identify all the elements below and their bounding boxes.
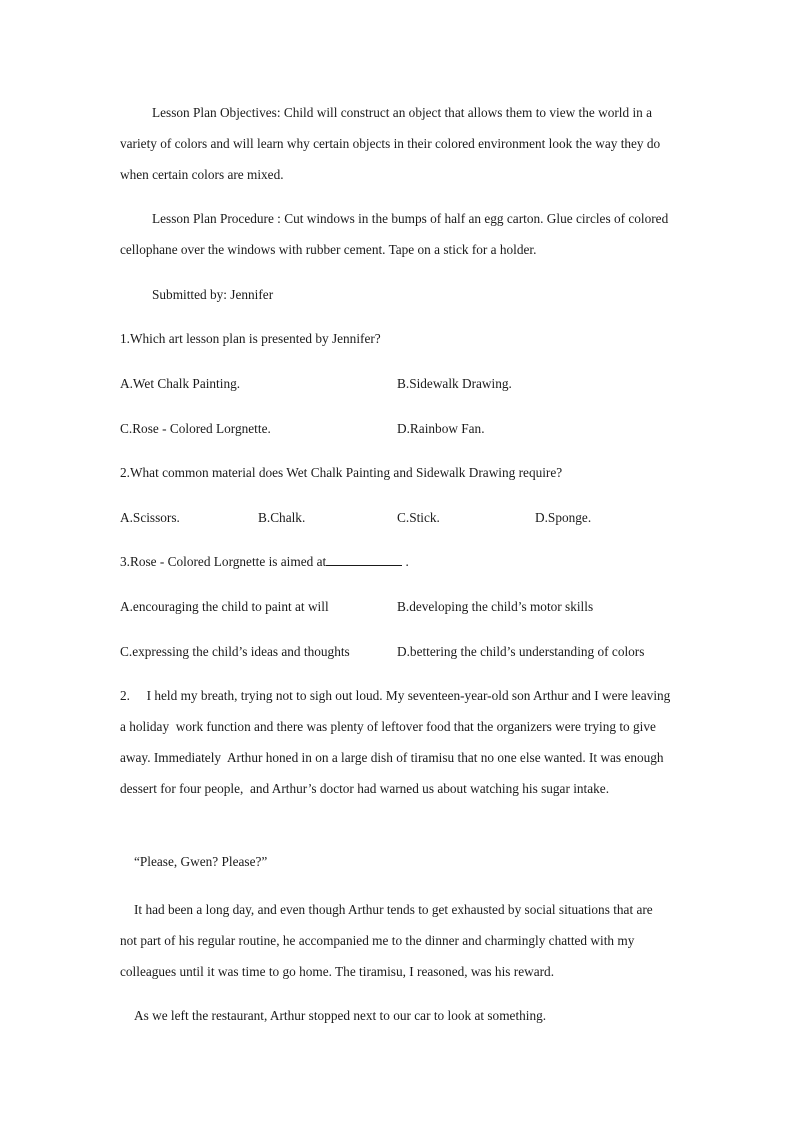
submitted-by: Submitted by: Jennifer — [152, 287, 274, 302]
question-3-stem — [120, 552, 409, 572]
passage-paragraph-3: It had been a long day, and even though Arthur tends to get exhausted by social situations that are not part of his regular routine, he accompanied me to the dinner and charmingly chatted with my colleagues until it was time to go home. The tiramisu, I reasoned, was his reward. — [120, 902, 653, 979]
question-1-option-d: D.Rainbow Fan. — [397, 421, 485, 436]
question-2-option-b: B.Chalk. — [258, 510, 306, 525]
question-1-option-c: C.Rose - Colored Lorgnette. — [120, 421, 271, 436]
lesson-procedure: Lesson Plan Procedure : Cut windows in the bumps of half an egg carton. Glue circles of colored cellophane over the windows with rubber cement. Tape on a stick for a holder. — [120, 211, 669, 257]
question-2-option-a: A.Scissors. — [120, 510, 180, 525]
question-1-stem: 1.Which art lesson plan is presented by Jennifer? — [120, 331, 381, 346]
lesson-objectives: Lesson Plan Objectives: Child will construct an object that allows them to view the world in a variety of colors and will learn why certain objects in their colored environment look the way they do when certain colors are mixed. — [120, 105, 661, 182]
question-1-option-a: A.Wet Chalk Painting. — [120, 376, 241, 391]
question-3-stem-end: . — [402, 554, 409, 569]
question-2-option-c: C.Stick. — [397, 510, 440, 525]
question-2-stem: 2.What common material does Wet Chalk Painting and Sidewalk Drawing require? — [120, 465, 563, 480]
question-2-option-d: D.Sponge. — [535, 510, 592, 525]
question-3-option-b: B.developing the child’s motor skills — [397, 599, 594, 614]
question-3-stem-text: 3.Rose - Colored Lorgnette is aimed at — [120, 554, 327, 569]
question-1-option-b: B.Sidewalk Drawing. — [397, 376, 512, 391]
passage-paragraph-2: “Please, Gwen? Please?” — [134, 854, 268, 869]
answer-blank — [326, 552, 402, 566]
passage-paragraph-4: As we left the restaurant, Arthur stopped next to our car to look at something. — [134, 1008, 547, 1023]
question-3-option-a: A.encouraging the child to paint at will — [120, 599, 329, 614]
question-3-option-c: C.expressing the child’s ideas and thoughts — [120, 644, 350, 659]
passage-paragraph-1: 2. I held my breath, trying not to sigh out loud. My seventeen-year-old son Arthur and I were leaving a holiday work function and there was plenty of leftover food that the organizers were trying to give away. Immediately Arthur honed in on a large dish of tiramisu that no one else wanted. It was enough dessert for four people, and Arthur’s doctor had warned us about watching his sugar intake. — [120, 688, 677, 796]
question-3-option-d: D.bettering the child’s understanding of colors — [397, 644, 645, 659]
